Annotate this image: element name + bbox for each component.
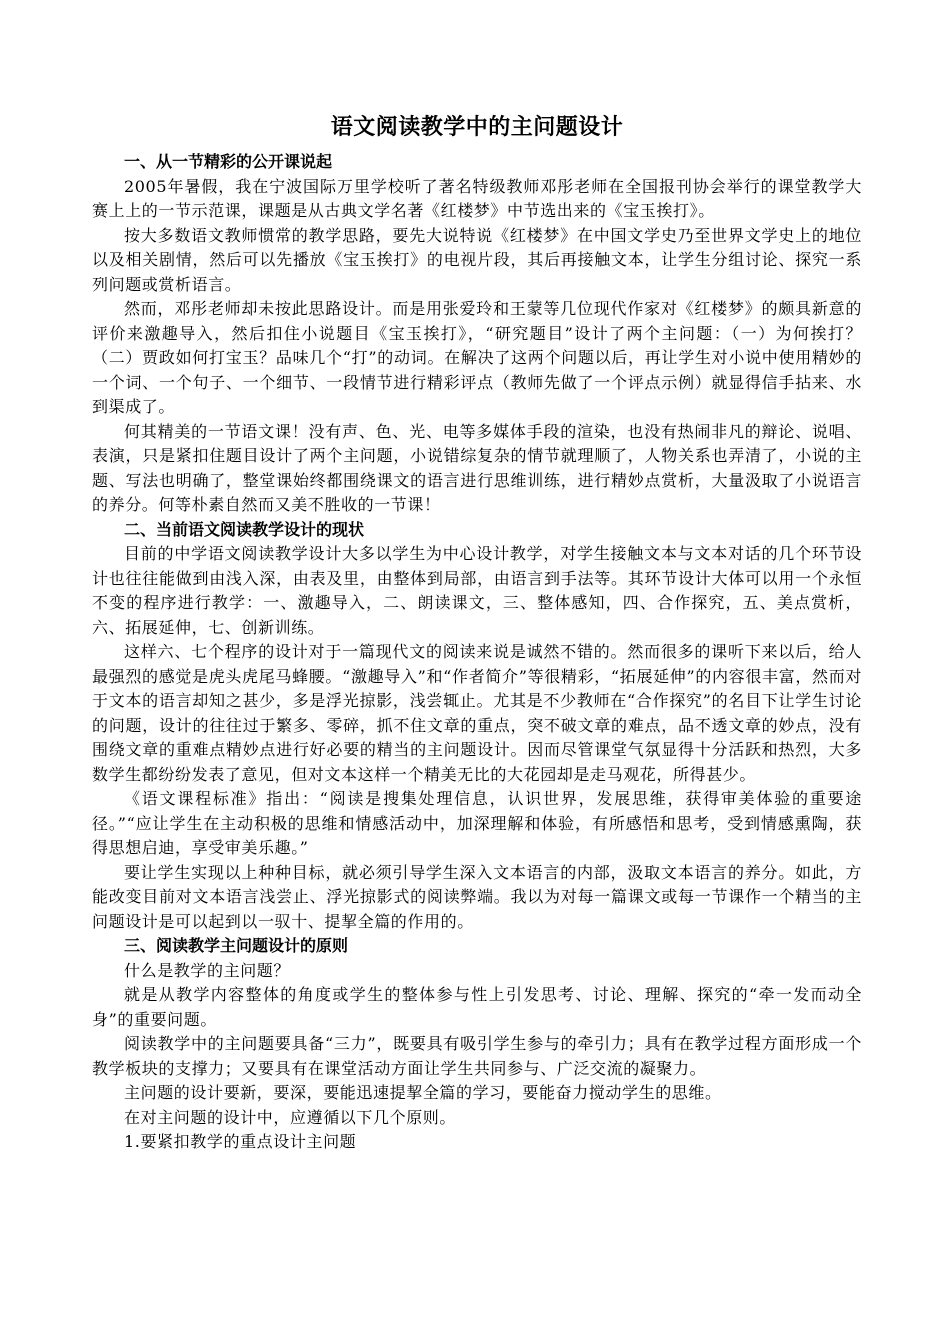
document-page	[92, 112, 862, 1155]
paragraph: 何其精美的一节语文课！没有声、色、光、电等多媒体手段的渲染，也没有热闹非凡的辩论、说唱、表演，只是紧扣住题目设计了两个主问题，小说错综复杂的情节就理顺了，人物关系也弄清了，小说的主题、写法也明确了，整堂课始终都围绕课文的语言进行思维训练，进行精妙点赏析，大量汲取了小说语言的养分。何等朴素自然而又美不胜收的一节课！	[92, 421, 862, 514]
paragraph: 什么是教学的主问题？	[124, 960, 291, 980]
numbered-principle: 1.要紧扣教学的重点设计主问题	[124, 1132, 357, 1151]
paragraph: 在对主问题的设计中，应遵循以下几个原则。	[124, 1107, 457, 1127]
section-heading: 一、从一节精彩的公开课说起	[124, 152, 333, 171]
section-heading: 三、阅读教学主问题设计的原则	[124, 936, 349, 955]
paragraph: 按大多数语文教师惯常的教学思路，要先大说特说《红楼梦》在中国文学史乃至世界文学史上的地位以及相关剧情，然后可以先播放《宝玉挨打》的电视片段，其后再接触文本，让学生分组讨论、探究一系列问题或赏析语言。	[92, 225, 862, 294]
paragraph: 主问题的设计要新，要深，要能迅速提挈全篇的学习，要能奋力搅动学生的思维。	[124, 1083, 722, 1102]
section-heading: 二、当前语文阅读教学设计的现状	[124, 519, 365, 539]
paragraph: 2005年暑假，我在宁波国际万里学校听了著名特级教师邓彤老师在全国报刊协会举行的课堂教学大赛上上的一节示范课，课题是从古典文学名著《红楼梦》中节选出来的《宝玉挨打》。	[92, 176, 862, 220]
paragraph: 目前的中学语文阅读教学设计大多以学生为中心设计教学，对学生接触文本与文本对话的几个环节设计也往往能做到由浅入深，由表及里，由整体到局部，由语言到手法等。其环节设计大体可以用一个永恒不变的程序进行教学：一、激趣导入，二、朗读课文，三、整体感知，四、合作探究，五、美点赏析，六、拓展延伸，七、创新训练。	[92, 544, 862, 637]
paragraph: 这样六、七个程序的设计对于一篇现代文的阅读来说是诚然不错的。然而很多的课听下来以后，给人最强烈的感觉是虎头虎尾马蜂腰。“激趣导入”和“作者简介”等很精彩，“拓展延伸”的内容很丰富，然而对于文本的语言却知之甚少，多是浮光掠影，浅尝辄止。尤其是不少教师在“合作探究”的名目下让学生讨论的问题，设计的往往过于繁多、零碎，抓不住文章的重点，突不破文章的难点，品不透文章的妙点，没有围绕文章的重难点精妙点进行好必要的精当的主问题设计。因而尽管课堂气氛显得十分活跃和热烈，大多数学生都纷纷发表了意见，但对文本这样一个精美无比的大花园却是走马观花，所得甚少。	[92, 642, 862, 784]
paragraph: 就是从教学内容整体的角度或学生的整体参与性上引发思考、讨论、理解、探究的“牵一发而动全身”的重要问题。	[92, 985, 862, 1029]
paragraph: 然而，邓彤老师却未按此思路设计。而是用张爱玲和王蒙等几位现代作家对《红楼梦》的颇具新意的评价来激趣导入，然后扣住小说题目《宝玉挨打》，“研究题目”设计了两个主问题：（一）为何挨打？（二）贾政如何打宝玉？品味几个“打”的动词。在解决了这两个问题以后，再让学生对小说中使用精妙的一个词、一个句子、一个细节、一段情节进行精彩评点（教师先做了一个评点示例）就显得信手拈来、水到渠成了。	[92, 299, 862, 416]
paragraph: 《语文课程标准》指出：“阅读是搜集处理信息，认识世界，发展思维，获得审美体验的重要途径。”“应让学生在主动积极的思维和情感活动中，加深理解和体验，有所感悟和思考，受到情感熏陶，获得思想启迪，享受审美乐趣。”	[92, 789, 862, 857]
document-title: 语文阅读教学中的主问题设计	[330, 114, 624, 140]
paragraph: 要让学生实现以上种种目标，就必须引导学生深入文本语言的内部，汲取文本语言的养分。如此，方能改变目前对文本语言浅尝止、浮光掠影式的阅读弊端。我以为对每一篇课文或每一节课作一个精当的主问题设计是可以起到以一驭十、提挈全篇的作用的。	[92, 862, 862, 931]
paragraph: 阅读教学中的主问题要具备“三力”，既要具有吸引学生参与的牵引力；具有在教学过程方面形成一个教学板块的支撑力；又要具有在课堂活动方面让学生共同参与、广泛交流的凝聚力。	[92, 1034, 862, 1078]
